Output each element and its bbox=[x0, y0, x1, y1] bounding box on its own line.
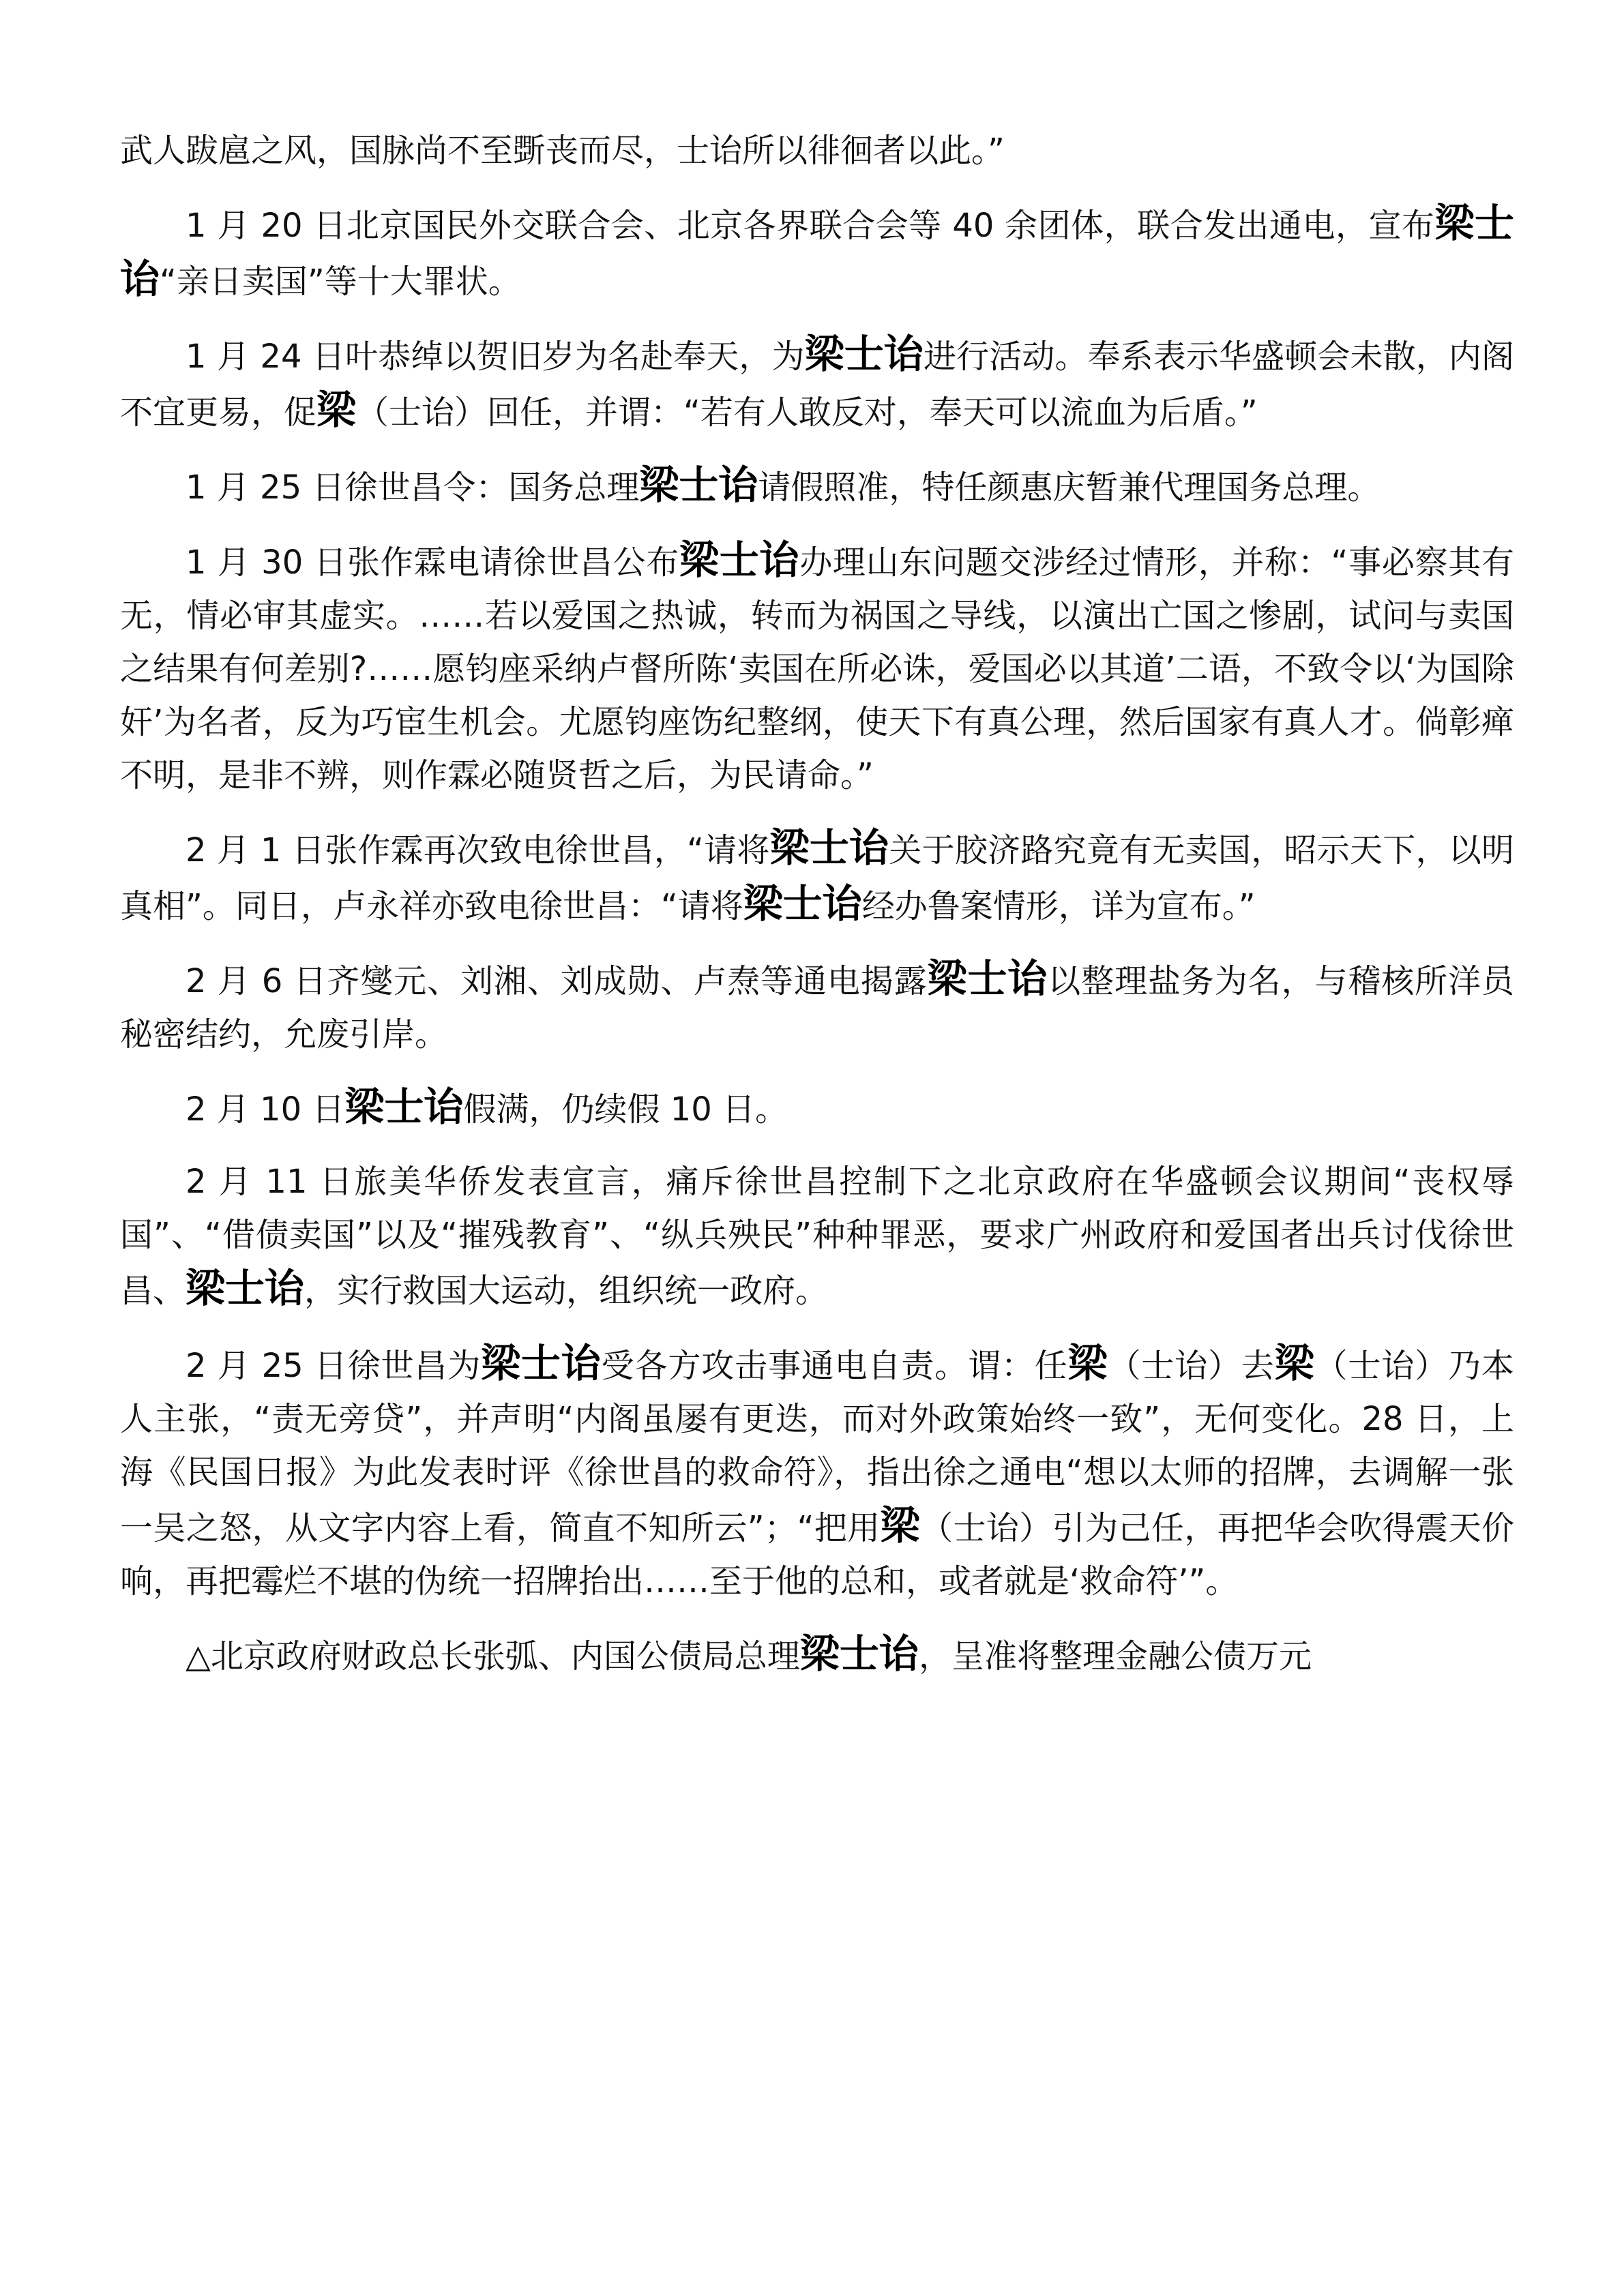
text-run: 2 月 1 日张作霖再次致电徐世昌，“请将 bbox=[186, 831, 770, 869]
text-run: 以整理盐务为名，与稽核所洋员秘密结约，允废引岸。 bbox=[120, 962, 1514, 1054]
text-run: 1 月 30 日张作霖电请徐世昌公布 bbox=[186, 543, 680, 582]
highlighted-name: 梁 bbox=[1067, 1340, 1108, 1386]
text-run: 假满，仍续假 10 日。 bbox=[463, 1090, 788, 1129]
paragraph-feb-6 bbox=[120, 952, 1514, 1061]
paragraph-jan-24 bbox=[120, 327, 1514, 439]
highlighted-name: 梁士诒 bbox=[769, 824, 889, 871]
paragraph-jan-30 bbox=[120, 533, 1514, 802]
paragraph-feb-11 bbox=[120, 1155, 1514, 1317]
text-run: 受各方攻击事通电自责。谓：任 bbox=[601, 1347, 1068, 1385]
highlighted-name: 梁士诒 bbox=[927, 955, 1048, 1002]
highlighted-name: 梁士诒 bbox=[639, 462, 758, 508]
text-run: 1 月 24 日叶恭绰以贺旧岁为名赴奉天，为 bbox=[186, 338, 805, 376]
text-run: 武人跋扈之风，国脉尚不至斲丧而尽，士诒所以徘徊者以此。” bbox=[120, 132, 1005, 170]
text-run: （士诒）乃本人主张，“责无旁贷”，并声明“内阁虽屡有更迭，而对外政策始终一致”，无何变化。28 日，上海《民国日报》为此发表时评《徐世昌的救命符》，指出徐之通电“想以太师的招牌，去调解一张一吴之怒，从文字内容上看，简直不知所云”；“把用 bbox=[120, 1347, 1514, 1547]
highlighted-name: 梁士诒 bbox=[679, 537, 800, 583]
text-run: 请假照准，特任颜惠庆暂兼代理国务总理。 bbox=[758, 468, 1381, 507]
text-run: 2 月 11 日旅美华侨发表宣言，痛斥徐世昌控制下之北京政府在华盛顿会议期间“丧权辱国”、“借债卖国”以及“摧残教育”、“纵兵殃民”种种罪恶，要求广州政府和爱国者出兵讨伐徐世昌、 bbox=[120, 1163, 1514, 1310]
text-run: “亲日卖国”等十大罪状。 bbox=[160, 263, 521, 301]
paragraph-feb-25 bbox=[120, 1337, 1514, 1608]
highlighted-name: 梁 bbox=[316, 387, 357, 433]
text-run: 1 月 25 日徐世昌令：国务总理 bbox=[186, 468, 640, 507]
text-run: （士诒）去 bbox=[1108, 1347, 1275, 1385]
highlighted-name: 梁 bbox=[880, 1502, 921, 1549]
text-run: 2 月 6 日齐燮元、刘湘、刘成勋、卢焘等通电揭露 bbox=[186, 962, 928, 1000]
text-run: △北京政府财政总长张弧、内国公债局总理 bbox=[186, 1637, 800, 1675]
text-run: 经办鲁案情形，详为宣布。” bbox=[861, 887, 1256, 925]
paragraph-jan-20 bbox=[120, 196, 1514, 308]
highlighted-name: 梁士诒 bbox=[799, 1630, 919, 1677]
paragraph-feb-1 bbox=[120, 821, 1514, 933]
highlighted-name: 梁 bbox=[1274, 1340, 1315, 1386]
text-run: （士诒）回任，并谓：“若有人敢反对，奉天可以流血为后盾。” bbox=[356, 393, 1258, 432]
paragraph-feb-10 bbox=[120, 1080, 1514, 1136]
highlighted-name: 梁士诒 bbox=[344, 1084, 464, 1130]
text-run: ，呈准将整理金融公债万元 bbox=[918, 1637, 1312, 1675]
text-run: （士诒）引为己任，再把华会吹得震天价响，再把霉烂不堪的伪统一招牌抬出……至于他的总和，或者就是‘救命符’”。 bbox=[120, 1509, 1514, 1600]
highlighted-name: 梁士诒 bbox=[804, 331, 924, 377]
highlighted-name: 梁士诒 bbox=[186, 1265, 305, 1311]
paragraph-triangle-note bbox=[120, 1627, 1514, 1683]
text-run: 进行活动。奉系表示华盛顿会未散，内阁不宜更易，促 bbox=[120, 338, 1514, 432]
document-body bbox=[120, 124, 1514, 1702]
highlighted-name: 梁士诒 bbox=[481, 1340, 602, 1386]
text-run: 办理山东问题交涉经过情形，并称：“事必察其有无，情必审其虚实。……若以爱国之热诚，转而为祸国之导线，以演出亡国之惨剧，试问与卖国之结果有何差别?……愿钧座采纳卢督所陈‘卖国在所必诛，爱国必以其道’二语，不致令以‘为国除奸’为名者，反为巧宦生机会。尤愿钧座饬纪整纲，使天下有真公理，然后国家有真人才。倘彰瘅不明，是非不辨，则作霖必随贤哲之后，为民请命。” bbox=[120, 543, 1514, 794]
text-run: 2 月 10 日 bbox=[186, 1090, 345, 1129]
highlighted-name: 梁士诒 bbox=[743, 880, 862, 927]
text-run: 2 月 25 日徐世昌为 bbox=[186, 1347, 482, 1385]
highlighted-name: 梁士诒 bbox=[120, 200, 1514, 302]
text-run: ，实行救国大运动，组织统一政府。 bbox=[304, 1272, 829, 1310]
text-run: 1 月 20 日北京国民外交联合会、北京各界联合会等 40 余团体，联合发出通电，宣布 bbox=[186, 207, 1435, 245]
paragraph-jan-25 bbox=[120, 458, 1514, 514]
text-run: 关于胶济路究竟有无卖国，昭示天下，以明真相”。同日，卢永祥亦致电徐世昌：“请将 bbox=[120, 831, 1514, 925]
paragraph-continuation bbox=[120, 124, 1514, 177]
